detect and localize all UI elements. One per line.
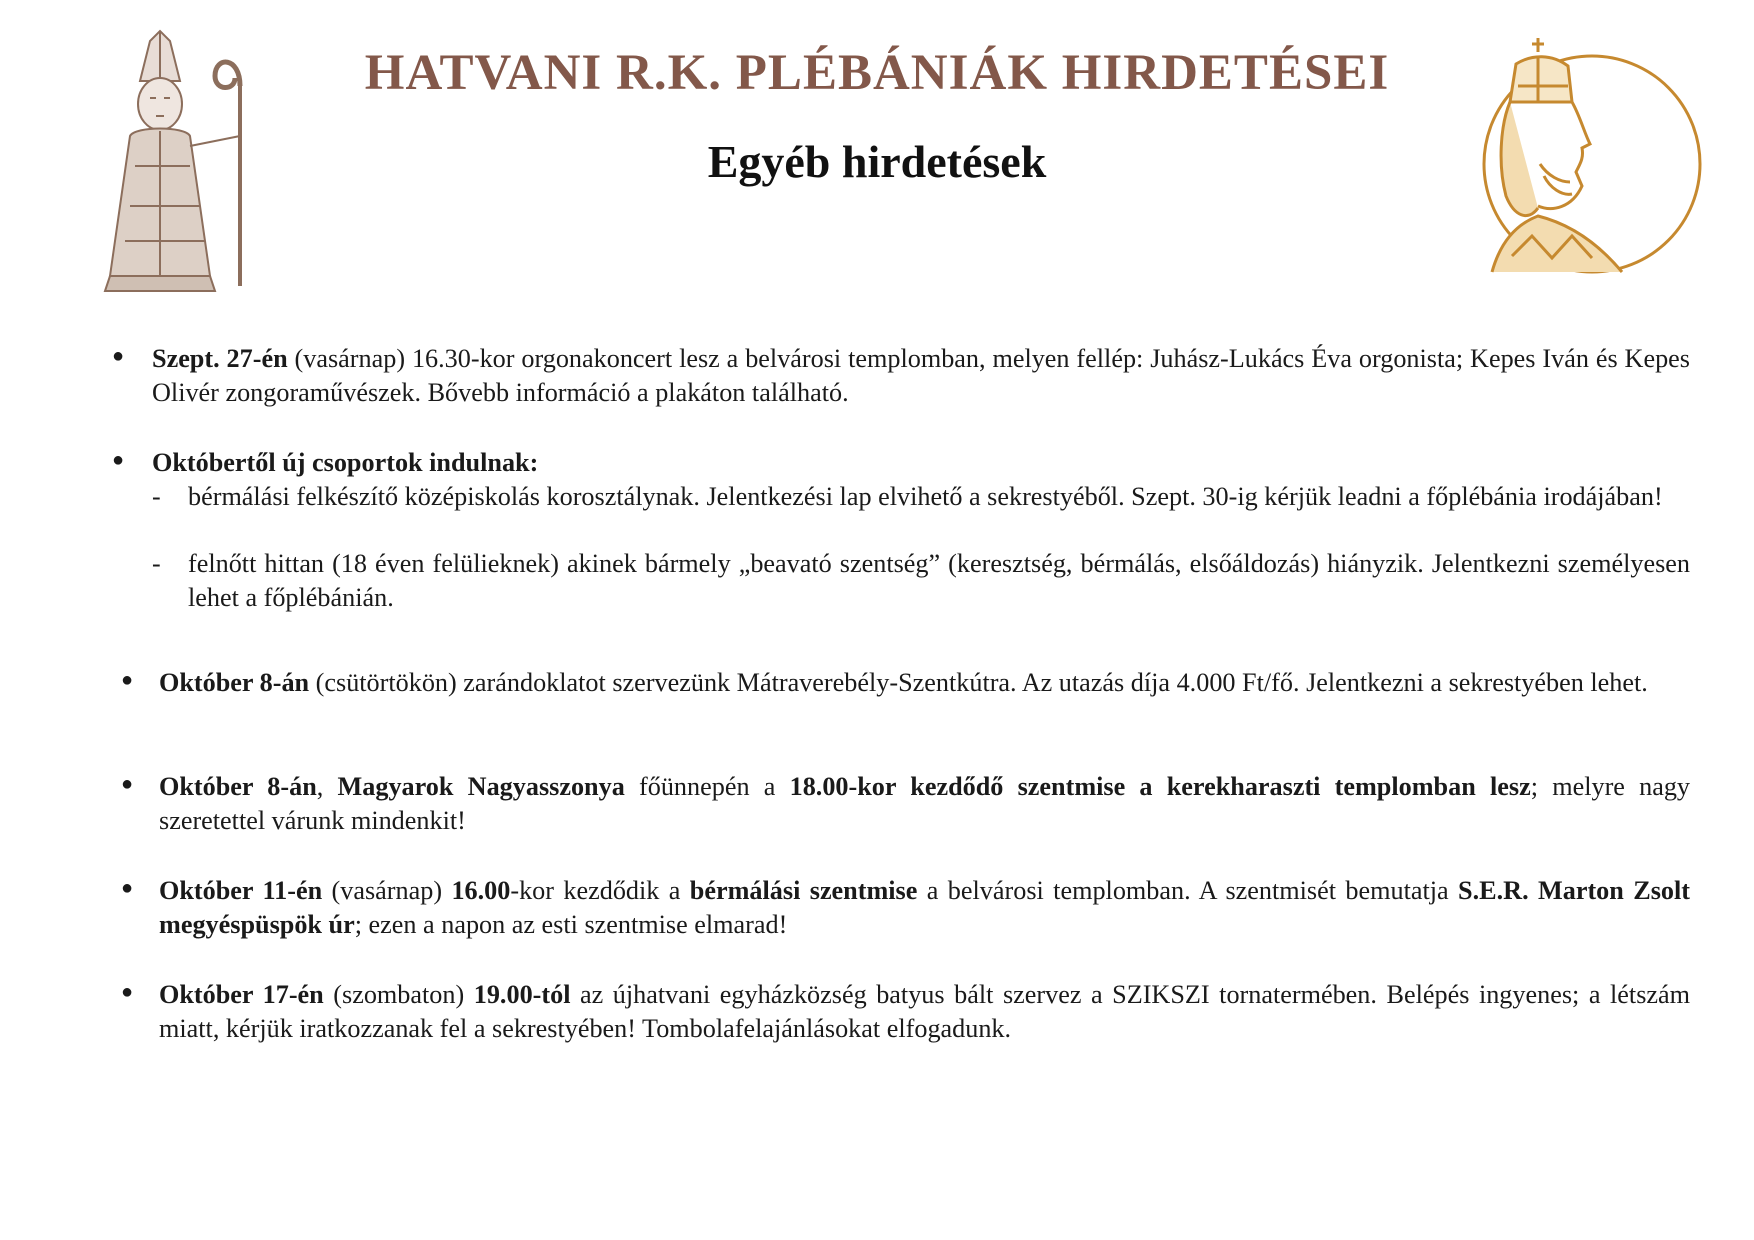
announcement-text: az újhatvani egyházközség batyus bált szervez a SZIKSZI tornatermében. Belépés ingyenes; a létszám miatt, kérjük iratkozzanak fel a sekrestyében! Tombolafelajánlásokat elfogadunk. (159, 980, 1690, 1043)
announcement-text: (vasárnap) (322, 876, 452, 905)
announcement-text: a belvárosi templomban. A szentmisét bemutatja (917, 876, 1459, 905)
announcement-bold: bérmálási szentmise (689, 876, 918, 905)
announcement-item (159, 874, 1690, 941)
announcement-bold: 16.00 (451, 876, 511, 905)
page-title: HATVANI R.K. PLÉBÁNIÁK HIRDETÉSEI (364, 45, 1390, 101)
announcement-bold: 18.00-kor kezdődő szentmise a kerekharaszti templomban lesz (789, 772, 1531, 801)
announcement-item (152, 446, 1690, 480)
announcement-text: (csütörtökön) zarándoklatot szervezünk Mátraverebély-Szentkútra. Az utazás díja 4.000 Ft/fő. Jelentkezni a sekrestyében lehet. (309, 668, 1648, 697)
bullet-icon: ● (112, 449, 125, 471)
announcement-bold: S.E.R. Marton Zsolt megyéspüspök úr (159, 876, 1690, 939)
sub-item-text: felnőtt hittan (18 éven felülieknek) akinek bármely „beavató szentség” (keresztség, bérmálás, elsőáldozás) hiányzik. Jelentkezni személyesen lehet a főplébánián. (188, 549, 1690, 612)
bullet-icon: ● (121, 773, 134, 795)
bullet-icon: ● (112, 345, 125, 367)
announcement-text: főünnepén a (624, 772, 790, 801)
announcement-date: Szept. 27-én (152, 344, 288, 373)
announcement-date: Október 8-án (159, 668, 310, 697)
announcement-text: ; melyre nagy szeretettel várunk mindenkit! (159, 772, 1691, 835)
bullet-icon: ● (121, 877, 134, 899)
sub-item (188, 480, 1690, 514)
announcement-text: (szombaton) (323, 980, 474, 1009)
announcement-date: Október 17-én (159, 980, 324, 1009)
announcement-item (159, 978, 1690, 1045)
announcement-date: Október 8-án (159, 772, 317, 801)
page-subtitle: Egyéb hirdetések (707, 136, 1047, 187)
announcement-text: (vasárnap) 16.30-kor orgonakoncert lesz a belvárosi templomban, melyen fellép: Juhász-Lukács Éva orgonista; Kepes Iván és Kepes Olivér zongoraművészek. Bővebb információ a plakáton található. (152, 344, 1690, 407)
announcement-date: Október 11-én (159, 876, 323, 905)
announcement-bold: Magyarok Nagyasszonya (337, 772, 625, 801)
announcement-text: ; ezen a napon az esti szentmise elmarad! (354, 909, 788, 939)
sub-item-text: bérmálási felkészítő középiskolás korosztálynak. Jelentkezési lap elvihető a sekrestyéből. Szept. 30-ig kérjük leadni a főplébánia irodájában! (188, 482, 1663, 511)
dash-marker: - (152, 549, 161, 578)
announcement-heading: Októbertől új csoportok indulnak: (152, 448, 539, 477)
announcement-item (159, 770, 1690, 837)
announcement-bold: 19.00-tól (473, 980, 571, 1009)
announcement-item (152, 342, 1690, 409)
dash-marker: - (152, 482, 161, 511)
announcement-text: , (316, 772, 338, 801)
sub-item (188, 547, 1690, 614)
announcement-item (159, 666, 1690, 700)
bullet-icon: ● (121, 669, 134, 691)
bullet-icon: ● (121, 981, 134, 1003)
announcement-text: -kor kezdődik a (510, 876, 690, 905)
